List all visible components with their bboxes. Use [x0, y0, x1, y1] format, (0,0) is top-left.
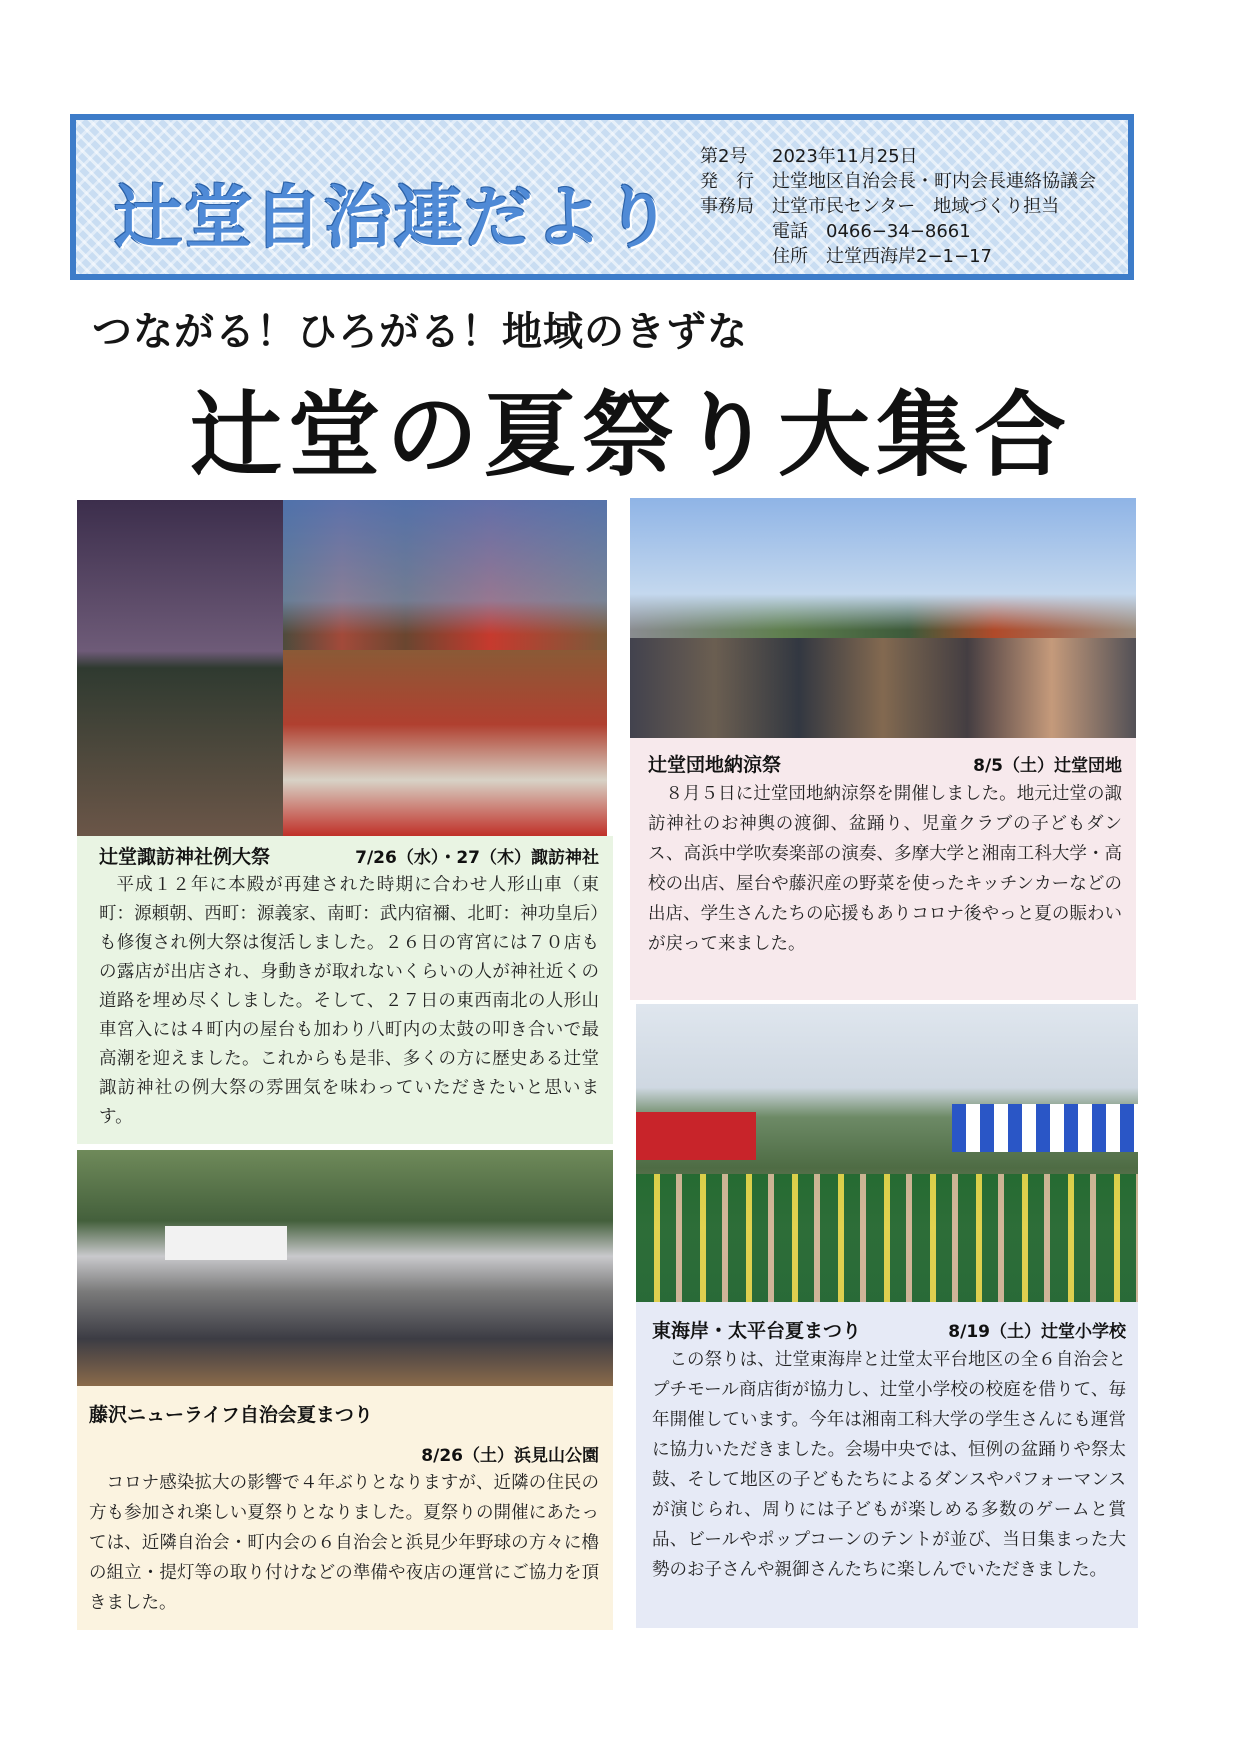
article-header [89, 1400, 599, 1427]
office: 辻堂市民センター 地域づくり担当 [772, 196, 1060, 217]
article-higashikaigan [636, 1302, 1138, 1628]
article-danchi [630, 738, 1136, 1000]
office-label: 事務局 [700, 196, 754, 217]
publisher-row [700, 169, 1096, 194]
article-date-place: 8/19（土）辻堂小学校 [948, 1322, 1126, 1342]
striped-tent-image [952, 1104, 1138, 1152]
article-title: 辻堂諏訪神社例大祭 [99, 846, 271, 868]
issue-date: 2023年11月25日 [772, 146, 918, 167]
article-body: この祭りは、辻堂東海岸と辻堂太平台地区の全６自治会とプチモール商店街が協力し、辻堂小学校の校庭を借りて、毎年開催しています。今年は湘南工科大学の学生さんにも運営に協力いただきました。会場中央では、恒例の盆踊りや祭太鼓、そして地区の子どもたちによるダンスやパフォーマンスが演じられ、周りには子どもが楽しめる多数のゲームと賞品、ビールやポップコーンのテントが並び、当日集まった大勢のお子さんや親御さんたちに楽しんでいただきました。 [652, 1350, 1126, 1580]
main-title: 辻堂の夏祭り大集合 [190, 382, 1073, 489]
crowd-image [630, 638, 1136, 738]
puppet-figures-image [77, 500, 283, 836]
address-row [700, 244, 1096, 269]
issue-row [700, 144, 1096, 169]
red-tent-image [636, 1112, 756, 1160]
article-date-place: 7/26（水）・27（木）諏訪神社 [355, 848, 599, 868]
article-body: 平成１２年に本殿が再建された時期に合わせ人形山車（東町：源頼朝、西町：源義家、南町：武内宿禰、北町：神功皇后）も修復され例大祭は復活しました。２６日の宵宮には７０店もの露店が出店され、身動きが取れないくらいの人が神社近くの道路を埋め尽くしました。そして、２７日の東西南北の人形山車宮入には４町内の屋台も加わり八町内の太鼓の叩き合いで最高潮を迎えました。これからも是非、多くの方に歴史ある辻堂諏訪神社の例大祭の雰囲気を味わっていただきたいと思います。 [99, 875, 599, 1127]
article-title: 東海岸・太平台夏まつり [652, 1320, 862, 1342]
article-header [99, 842, 599, 869]
address: 住所 辻堂西海岸2−1−17 [772, 246, 992, 267]
article-header [648, 750, 1122, 777]
festival-floats-image [283, 650, 607, 836]
article-body: ８月５日に辻堂団地納涼祭を開催しました。地元辻堂の諏訪神社のお神輿の渡御、盆踊り、児童クラブの子どもダンス、高浜中学吹奏楽部の演奏、多摩大学と湘南工科大学・高校の出店、屋台や藤沢産の野菜を使ったキッチンカーなどの出店、学生さんたちの応援もありコロナ後やっと夏の賑わいが戻って来ました。 [648, 784, 1122, 954]
tagline: つながる！ひろがる！地域のきずな [92, 309, 748, 355]
publication-info [700, 144, 1096, 269]
tent-image [165, 1226, 287, 1260]
issue-label: 第2号 [700, 146, 748, 167]
suwa-festival-photo [77, 500, 607, 836]
article-body: コロナ感染拡大の影響で４年ぶりとなりますが、近隣の住民の方も参加され楽しい夏祭りとなりました。夏祭りの開催にあたっては、近隣自治会・町内会の６自治会と浜見少年野球の方々に櫓の組立・提灯等の取り付けなどの準備や夜店の運営にご協力を頂きました。 [89, 1473, 599, 1613]
danchi-festival-photo [630, 498, 1136, 738]
publisher-label: 発 行 [700, 171, 754, 192]
article-date-place: 8/26（土）浜見山公園 [421, 1446, 599, 1466]
article-suwa-shrine [77, 836, 613, 1144]
newlife-festival-photo [77, 1150, 613, 1386]
newsletter-title: 辻堂自治連だより [114, 179, 675, 258]
article-title: 藤沢ニューライフ自治会夏まつり [89, 1404, 373, 1426]
article-newlife [77, 1386, 613, 1630]
masthead [70, 114, 1134, 280]
cheer-team-image [636, 1174, 1138, 1302]
article-header [652, 1316, 1126, 1343]
phone: 電話 0466−34−8661 [772, 221, 971, 242]
office-row [700, 194, 1096, 219]
publisher: 辻堂地区自治会長・町内会長連絡協議会 [772, 171, 1096, 192]
article-date-place: 8/5（土）辻堂団地 [973, 756, 1122, 776]
phone-row [700, 219, 1096, 244]
article-title: 辻堂団地納涼祭 [648, 754, 782, 776]
kaigan-festival-photo [636, 1004, 1138, 1302]
